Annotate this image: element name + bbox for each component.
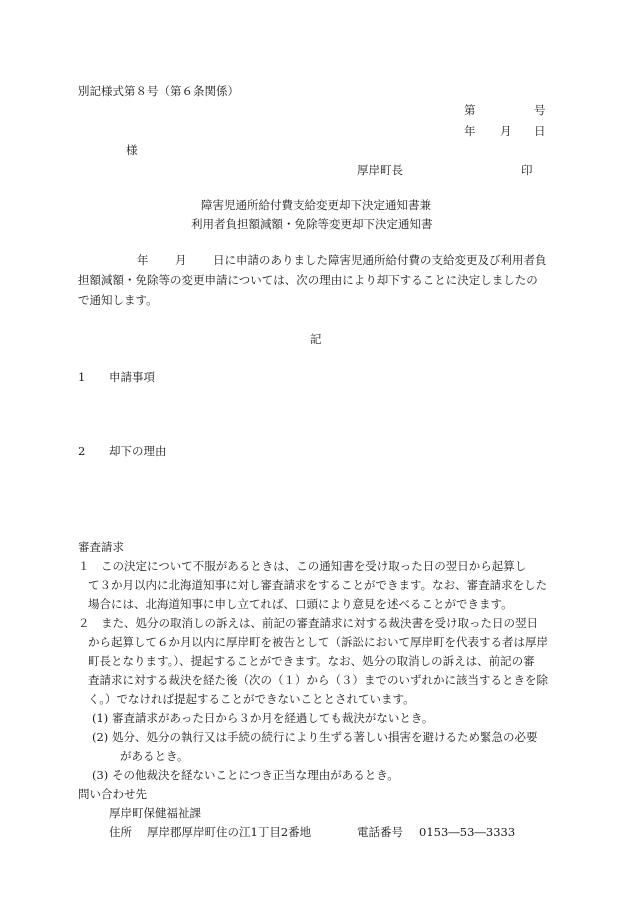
body-month: 月 [175,253,187,267]
appeal-p1-line-2: て３か月以内に北海道知事に対し審査請求をすることができます。なお、審査請求をした [88,578,548,592]
appeal-p1-line-3: 場合には、北海道知事に申し立てれば、口頭により意見を述べることができます。 [88,597,513,611]
body-line-3: で通知します。 [78,293,158,307]
appeal-sub-1: (1) 審査請求があった日から３か月を経過しても裁決がないとき。 [92,711,434,725]
item-2-number: 2 [78,444,86,458]
appeal-p1-line-1: １ この決定について不服があるときは、この通知書を受け取った日の翌日から起算し [78,559,527,573]
number-suffix: 号 [534,103,546,117]
item-2-label: 却下の理由 [109,444,167,458]
appeal-sub-2-cont: があるとき。 [120,749,189,763]
issuer-name: 厚岸町長 [357,163,403,177]
date-year: 年 [464,124,476,138]
number-prefix: 第 [464,103,476,117]
body-line-2: 担額減額・免除等の変更申請については、次の理由により却下することに決定しましたの [78,273,538,287]
body-line-1: 日に申請のありました障害児通所給付費の支給変更及び利用者負 [213,253,547,267]
seal-mark: 印 [521,163,533,177]
item-1-label: 申請事項 [109,370,155,384]
item-1-number: 1 [78,370,86,384]
form-header: 別記様式第８号（第６条関係） [78,84,239,98]
date-day: 日 [534,124,546,138]
body-year: 年 [137,253,149,267]
appeal-p2-line-5: く。）でなければ提起することができないこととされています。 [88,692,415,706]
title-line-2: 利用者負担額減額・免除等変更却下決定通知書 [191,217,433,231]
contact-phone: 0153―53―3333 [419,825,516,839]
appeal-p2-line-3: 町長となります。）、提起することができます。なお、処分の取消しの訴えは、前記の審 [88,654,535,668]
contact-department: 厚岸町保健福祉課 [109,806,201,820]
contact-heading: 問い合わせ先 [78,787,147,801]
recipient-suffix: 様 [126,143,138,157]
contact-phone-label: 電話番号 [357,825,403,839]
appeal-sub-2: (2) 処分、処分の執行又は手続の続行により生ずる著しい損害を避けるため緊急の必要 [92,730,538,744]
appeal-p2-line-4: 査請求に対する裁決を経た後（次の（１）から（３）までのいずれかに該当するときを除 [88,673,548,687]
appeal-p2-line-1: ２ また、処分の取消しの訴えは、前記の審査請求に対する裁決書を受け取った日の翌日 [78,616,538,630]
contact-address-label: 住所 [109,825,132,839]
contact-address: 厚岸郡厚岸町住の江1丁目2番地 [147,825,312,839]
appeal-p2-line-2: から起算して６か月以内に厚岸町を被告として（訴訟において厚岸町を代表する者は厚岸 [88,635,548,649]
appeal-sub-3: (3) その他裁決を経ないことにつき正当な理由があるとき。 [92,768,399,782]
appeal-heading: 審査請求 [78,540,124,554]
title-line-1: 障害児通所給付費支給変更却下決定通知書兼 [201,198,431,212]
ki-mark: 記 [310,332,322,346]
date-month: 月 [500,124,512,138]
